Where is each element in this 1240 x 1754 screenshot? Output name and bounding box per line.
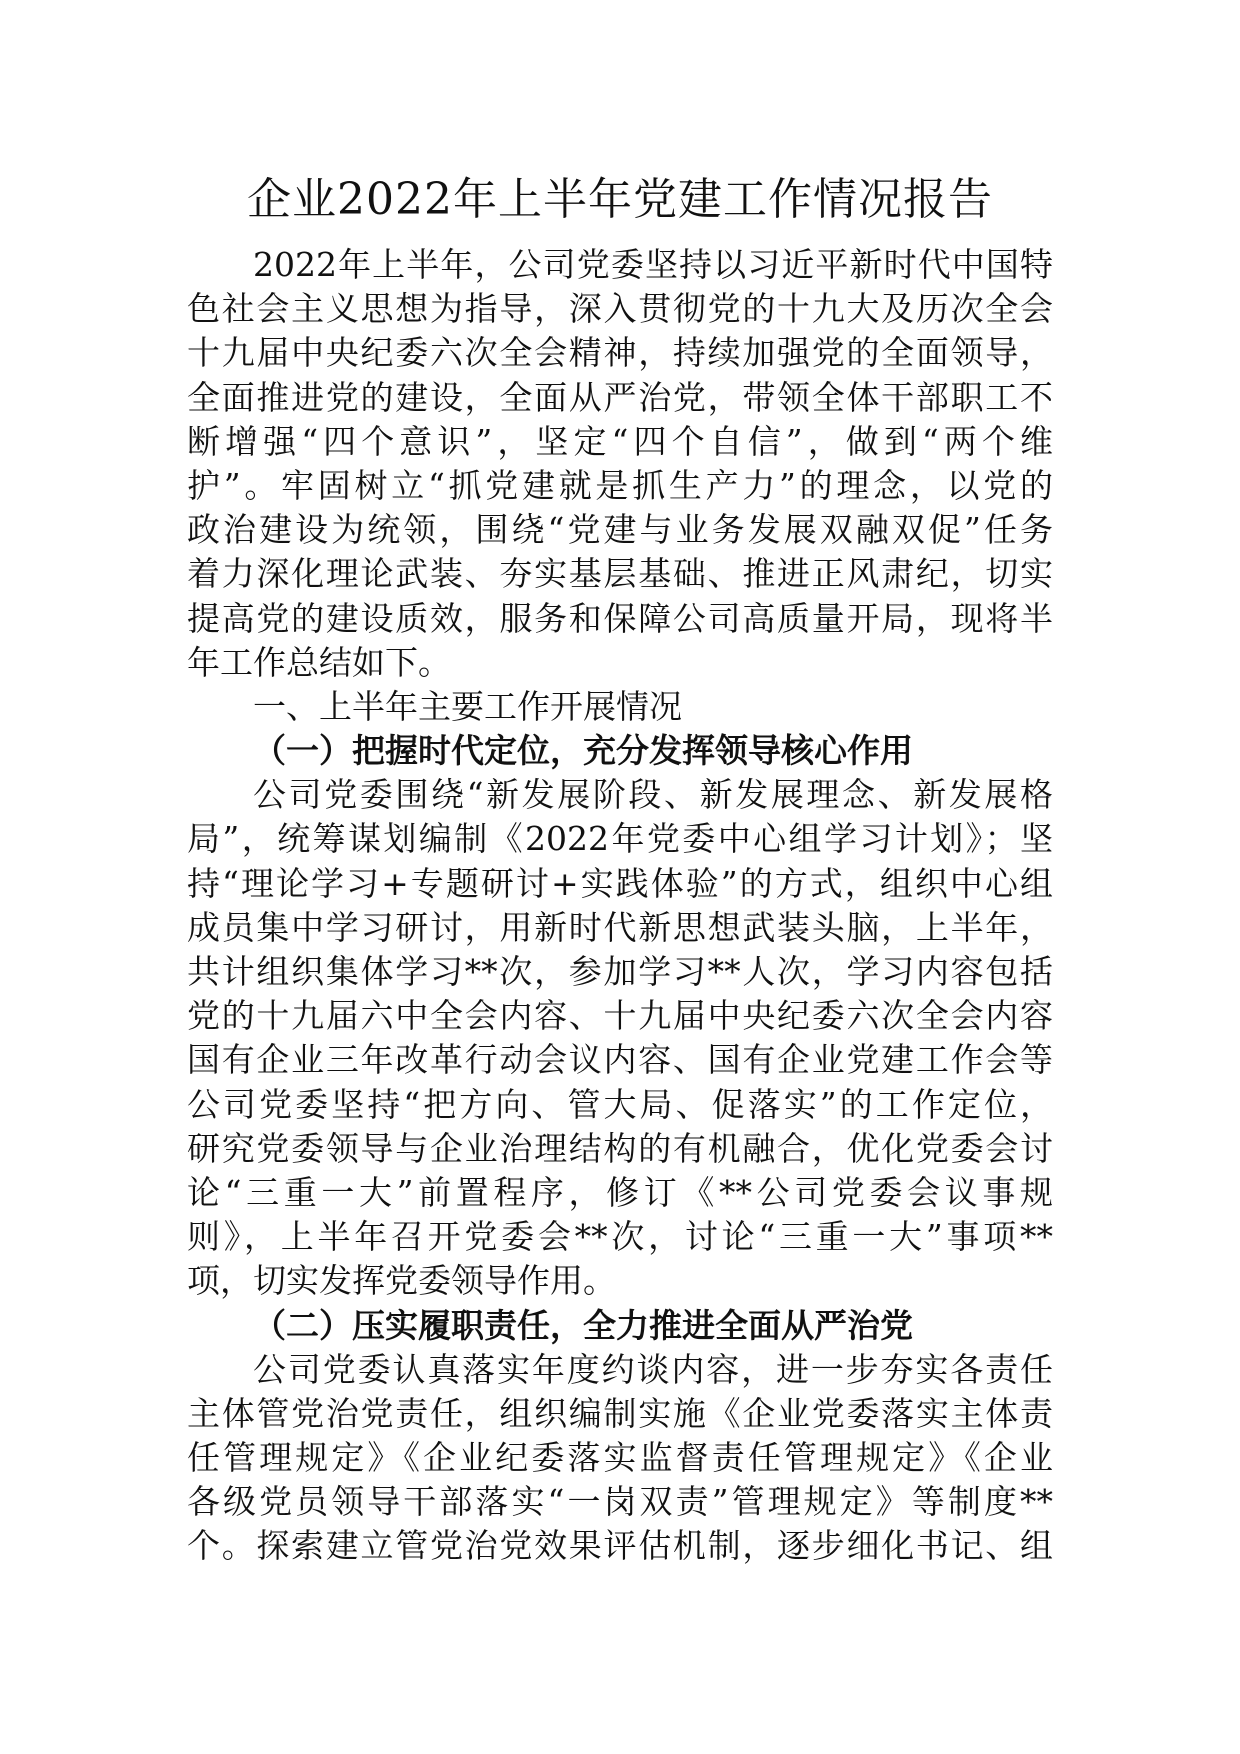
subsection-heading-2: （二）压实履职责任，全力推进全面从严治党	[253, 1305, 913, 1345]
paragraph-1-line-8: 着力深化理论武装、夯实基层基础、推进正风肃纪，切实	[187, 554, 1053, 594]
paragraph-2-line-5: 共计组织集体学习**次，参加学习**人次，学习内容包括	[187, 952, 1053, 991]
paragraph-1-line-5: 断增强“四个意识”，坚定“四个自信”，做到“两个维	[187, 421, 1053, 461]
paragraph-2-line-6: 党的十九届六中全会内容、十九届中央纪委六次全会内容	[187, 996, 1053, 1036]
paragraph-3-line-5: 个。探索建立管党治党效果评估机制，逐步细化书记、组	[187, 1526, 1053, 1566]
paragraph-3-line-2: 主体管党治党责任，组织编制实施《企业党委落实主体责	[187, 1393, 1053, 1433]
paragraph-1-line-3: 十九届中央纪委六次全会精神，持续加强党的全面领导，	[187, 333, 1053, 373]
paragraph-2-line-11: 则》，上半年召开党委会**次，讨论“三重一大”事项**	[187, 1217, 1053, 1257]
paragraph-2-line-8: 公司党委坚持“把方向、管大局、促落实”的工作定位，	[187, 1084, 1053, 1124]
paragraph-2-line-1: 公司党委围绕“新发展阶段、新发展理念、新发展格	[253, 775, 1053, 815]
paragraph-1-line-10: 年工作总结如下。	[187, 642, 451, 682]
paragraph-2-line-10: 论“三重一大”前置程序，修订《**公司党委会议事规	[187, 1172, 1053, 1212]
paragraph-1-line-7: 政治建设为统领，围绕“党建与业务发展双融双促”任务	[187, 510, 1053, 550]
paragraph-1-line-6: 护”。牢固树立“抓党建就是抓生产力”的理念，以党的	[187, 465, 1053, 505]
document-body	[187, 243, 1053, 1569]
paragraph-1-line-9: 提高党的建设质效，服务和保障公司高质量开局，现将半	[187, 598, 1053, 638]
paragraph-1-line-2: 色社会主义思想为指导，深入贯彻党的十九大及历次全会	[187, 289, 1053, 329]
paragraph-2-line-12: 项，切实发挥党委领导作用。	[187, 1261, 616, 1301]
paragraph-2-line-9: 研究党委领导与企业治理结构的有机融合，优化党委会讨	[187, 1128, 1053, 1168]
paragraph-1-line-4: 全面推进党的建设，全面从严治党，带领全体干部职工不	[187, 377, 1053, 417]
paragraph-3-line-1: 公司党委认真落实年度约谈内容，进一步夯实各责任	[253, 1349, 1053, 1389]
paragraph-1-line-1: 2022年上半年，公司党委坚持以习近平新时代中国特	[253, 245, 1053, 284]
paragraph-2-line-7: 国有企业三年改革行动会议内容、国有企业党建工作会等	[187, 1040, 1053, 1080]
document-title: 企业2022年上半年党建工作情况报告	[247, 174, 993, 225]
paragraph-3-line-4: 各级党员领导干部落实“一岗双责”管理规定》等制度**	[187, 1482, 1053, 1522]
subsection-heading-1: （一）把握时代定位，充分发挥领导核心作用	[253, 731, 913, 771]
paragraph-3-line-3: 任管理规定》《企业纪委落实监督责任管理规定》《企业	[187, 1438, 1053, 1478]
paragraph-2-line-4: 成员集中学习研讨，用新时代新思想武装头脑，上半年，	[187, 907, 1053, 947]
section-heading-1: 一、上半年主要工作开展情况	[253, 686, 682, 726]
paragraph-2-line-2: 局”，统筹谋划编制《2022年党委中心组学习计划》；坚	[187, 819, 1053, 859]
paragraph-2-line-3: 持“理论学习+专题研讨+实践体验”的方式，组织中心组	[187, 863, 1053, 903]
